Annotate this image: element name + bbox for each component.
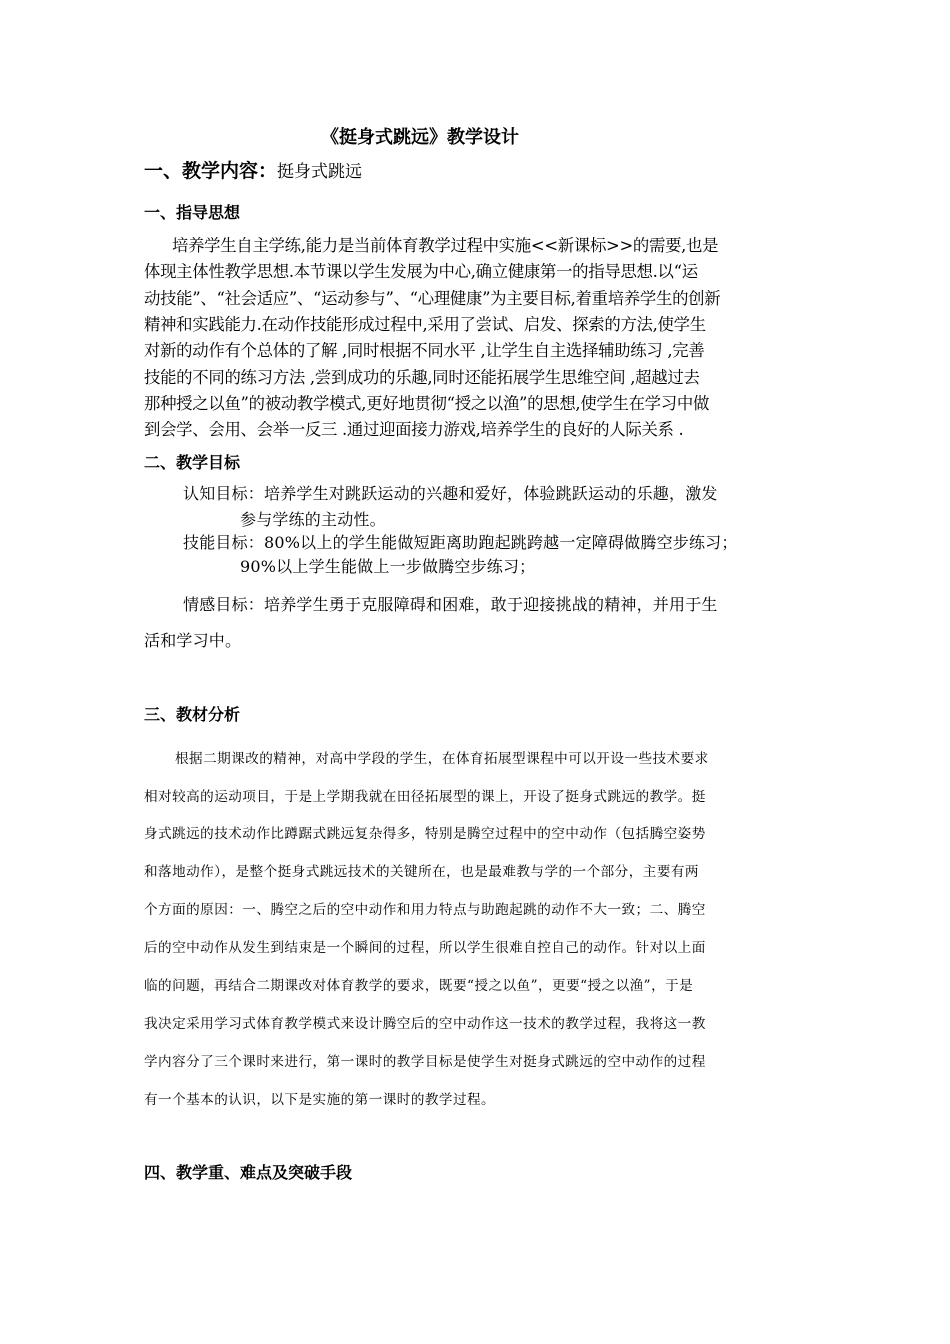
goal-cognitive-line2: 参与学练的主动性。 [240, 510, 386, 529]
paragraph-line: 那种授之以鱼”的被动教学模式,更好地贯彻“授之以渔”的思想,使学生在学习中做 [144, 394, 710, 413]
paragraph-line: 我决定采用学习式体育教学模式来设计腾空后的空中动作这一技术的教学过程，我将这一教 [144, 1016, 706, 1032]
section-key-heading: 四、教学重、难点及突破手段 [144, 1163, 353, 1182]
goal-emotion-line2: 活和学习中。 [144, 631, 242, 650]
section-goals-heading: 二、教学目标 [144, 453, 241, 472]
paragraph-line: 和落地动作），是整个挺身式跳远技术的关键所在，也是最难教与学的一个部分，主要有两 [144, 864, 699, 880]
paragraph-line: 动技能”、“社会适应”、“运动参与”、“心理健康”为主要目标,着重培养学生的创新 [144, 289, 721, 308]
document-title: 《挺身式跳远》教学设计 [321, 127, 519, 148]
goal-cognitive-line1: 认知目标：培养学生对跳跃运动的兴趣和爱好，体验跳跃运动的乐趣，激发 [183, 484, 718, 503]
paragraph-line: 相对较高的运动项目，于是上学期我就在田径拓展型的课上，开设了挺身式跳远的教学。挺 [144, 789, 706, 805]
paragraph-line: 对新的动作有个总体的了解 ,同时根据不同水平 ,让学生自主选择辅助练习 ,完善 [144, 341, 705, 360]
paragraph-line: 个方面的原因：一、腾空之后的空中动作和用力特点与助跑起跳的动作不大一致；二、腾空 [144, 902, 706, 918]
paragraph-line: 后的空中动作从发生到结束是一个瞬间的过程，所以学生很难自控自己的动作。针对以上面 [144, 940, 706, 956]
paragraph-line: 到会学、会用、会举一反三 .通过迎面接力游戏,培养学生的良好的人际关系 . [144, 420, 684, 439]
section-analysis-heading: 三、教材分析 [144, 705, 241, 724]
paragraph-line: 根据二期课改的精神，对高中学段的学生，在体育拓展型课程中可以开设一些技术要求 [175, 751, 709, 767]
paragraph-line: 体现主体性教学思想.本节课以学生发展为中心,确立健康第一的指导思想.以“运 [144, 262, 698, 281]
section-content-value: 挺身式跳远 [277, 162, 363, 182]
section-content-heading: 一、教学内容： [144, 160, 278, 182]
paragraph-line: 培养学生自主学练,能力是当前体育教学过程中实施<<新课标>>的需要,也是 [172, 236, 719, 255]
paragraph-line: 技能的不同的练习方法 ,尝到成功的乐趣,同时还能拓展学生思维空间 ,超越过去 [144, 368, 700, 387]
paragraph-line: 学内容分了三个课时来进行，第一课时的教学目标是使学生对挺身式跳远的空中动作的过程 [144, 1054, 706, 1070]
section-guide-heading: 一、指导思想 [144, 203, 241, 222]
goal-skill-line2: 90%以上学生能做上一步做腾空步练习； [240, 557, 536, 576]
paragraph-line: 临的问题，再结合二期课改对体育教学的要求，既要“授之以鱼”，更要“授之以渔”，于是 [144, 978, 694, 994]
section-content-heading-row [144, 156, 362, 183]
paragraph-line: 有一个基本的认识，以下是实施的第一课时的教学过程。 [144, 1092, 496, 1108]
paragraph-line: 身式跳远的技术动作比蹲踞式跳远复杂得多，特别是腾空过程中的空中动作（包括腾空姿势 [144, 826, 706, 842]
paragraph-line: 精神和实践能力.在动作技能形成过程中,采用了尝试、启发、探索的方法,使学生 [144, 315, 706, 334]
goal-skill-line1: 技能目标：80%以上的学生能做短距离助跑起跳跨越一定障碍做腾空步练习； [183, 533, 738, 552]
goal-emotion-line1: 情感目标：培养学生勇于克服障碍和困难，敢于迎接挑战的精神，并用于生 [183, 595, 718, 614]
